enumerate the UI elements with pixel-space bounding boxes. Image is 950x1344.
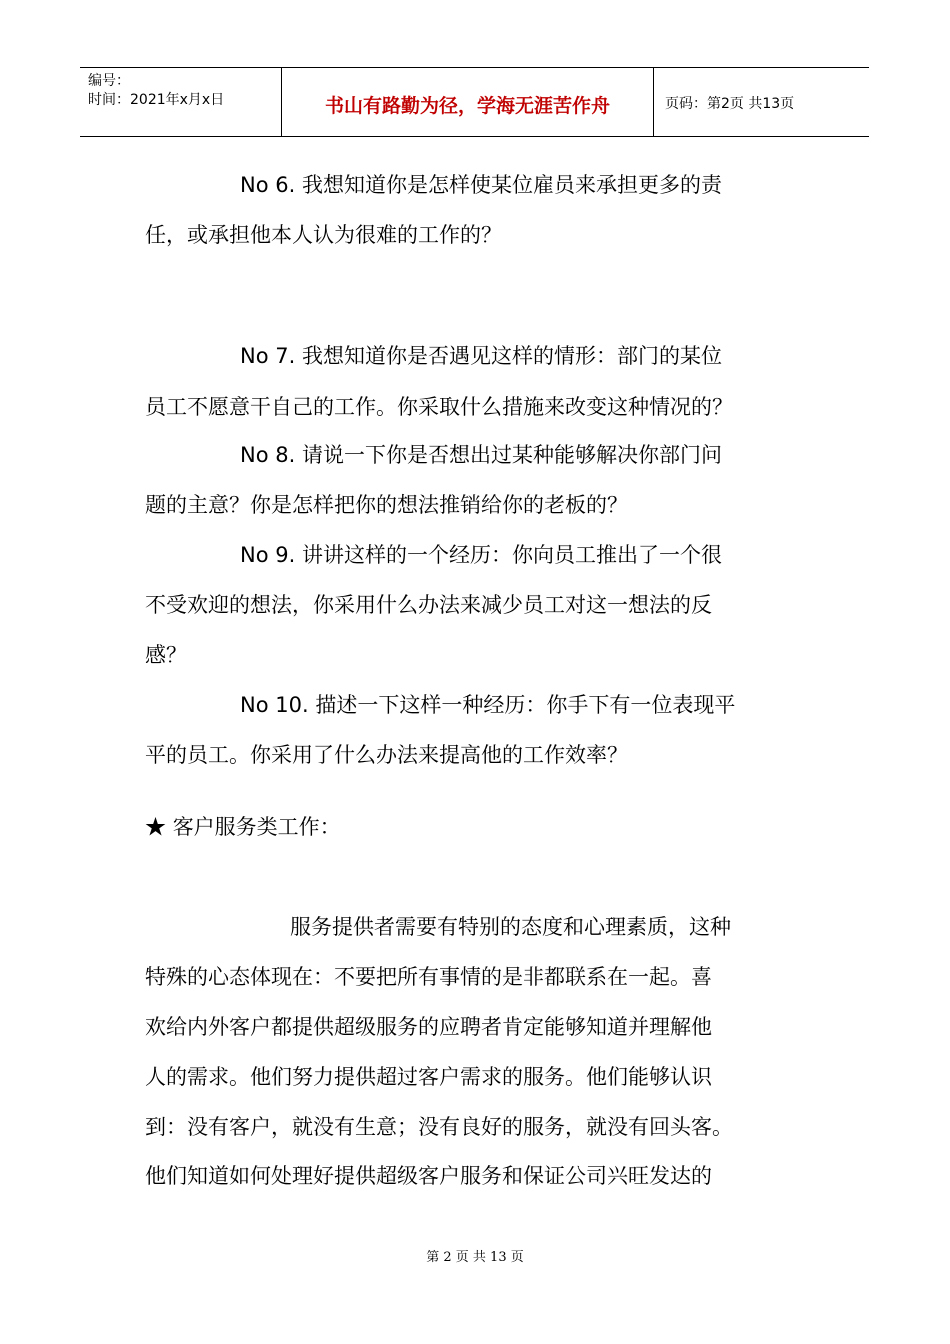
page-footer: 第 2 页 共 13 页 <box>426 1250 524 1265</box>
paragraph-line-6: 他们知道如何处理好提供超级客户服务和保证公司兴旺发达的 <box>145 1164 712 1188</box>
section-title: 客户服务类工作： <box>172 815 341 839</box>
paragraph-line-4: 人的需求。他们努力提供超过客户需求的服务。他们能够认识 <box>145 1065 712 1089</box>
question-8-text-1: 请说一下你是否想出过某种能够解决你部门问 <box>301 443 722 467</box>
question-10-text-1: 描述一下这样一种经历：你手下有一位表现平 <box>315 693 736 717</box>
question-6-line-1 <box>240 170 722 200</box>
page-header <box>80 67 869 137</box>
question-9-number: No 9. <box>240 543 296 567</box>
serial-label: 编号： <box>88 73 130 89</box>
question-9-line-1 <box>240 540 722 570</box>
question-9-text-1: 讲讲这样的一个经历：你向员工推出了一个很 <box>301 543 722 567</box>
question-10-line-1 <box>240 690 735 720</box>
question-10-line-2: 平的员工。你采用了什么办法来提高他的工作效率？ <box>145 743 628 767</box>
paragraph-line-3: 欢给内外客户都提供超级服务的应聘者肯定能够知道并理解他 <box>145 1015 712 1039</box>
header-page-info: 页码：第2页 共13页 <box>665 96 795 112</box>
question-6-number: No 6. <box>240 173 296 197</box>
question-6-text-1: 我想知道你是怎样使某位雇员来承担更多的责 <box>301 173 722 197</box>
question-10-number: No 10. <box>240 693 309 717</box>
question-6-line-2: 任，或承担他本人认为很难的工作的？ <box>145 223 502 247</box>
question-7-line-2: 员工不愿意干自己的工作。你采取什么措施来改变这种情况的？ <box>145 395 733 419</box>
question-7-number: No 7. <box>240 344 296 368</box>
question-8-number: No 8. <box>240 443 296 467</box>
header-right-cell <box>655 68 869 136</box>
question-8-line-1 <box>240 440 722 470</box>
question-7-line-1 <box>240 341 722 371</box>
paragraph-line-5: 到：没有客户，就没有生意；没有良好的服务，就没有回头客。 <box>145 1115 733 1139</box>
time-label: 时间：2021年x月x日 <box>88 92 225 108</box>
paragraph-line-2: 特殊的心态体现在：不要把所有事情的是非都联系在一起。喜 <box>145 965 712 989</box>
header-motto: 书山有路勤为径，学海无涯苦作舟 <box>324 95 610 117</box>
section-heading <box>145 812 341 842</box>
header-left-cell <box>80 68 282 136</box>
question-9-line-3: 感？ <box>145 643 187 667</box>
question-8-line-2: 题的主意？你是怎样把你的想法推销给你的老板的？ <box>145 493 628 517</box>
header-middle-cell <box>282 68 654 136</box>
star-icon: ★ <box>145 815 166 839</box>
question-7-text-1: 我想知道你是否遇见这样的情形：部门的某位 <box>301 344 722 368</box>
question-9-line-2: 不受欢迎的想法，你采用什么办法来减少员工对这一想法的反 <box>145 593 712 617</box>
paragraph-line-1: 服务提供者需要有特别的态度和心理素质，这种 <box>290 915 731 939</box>
